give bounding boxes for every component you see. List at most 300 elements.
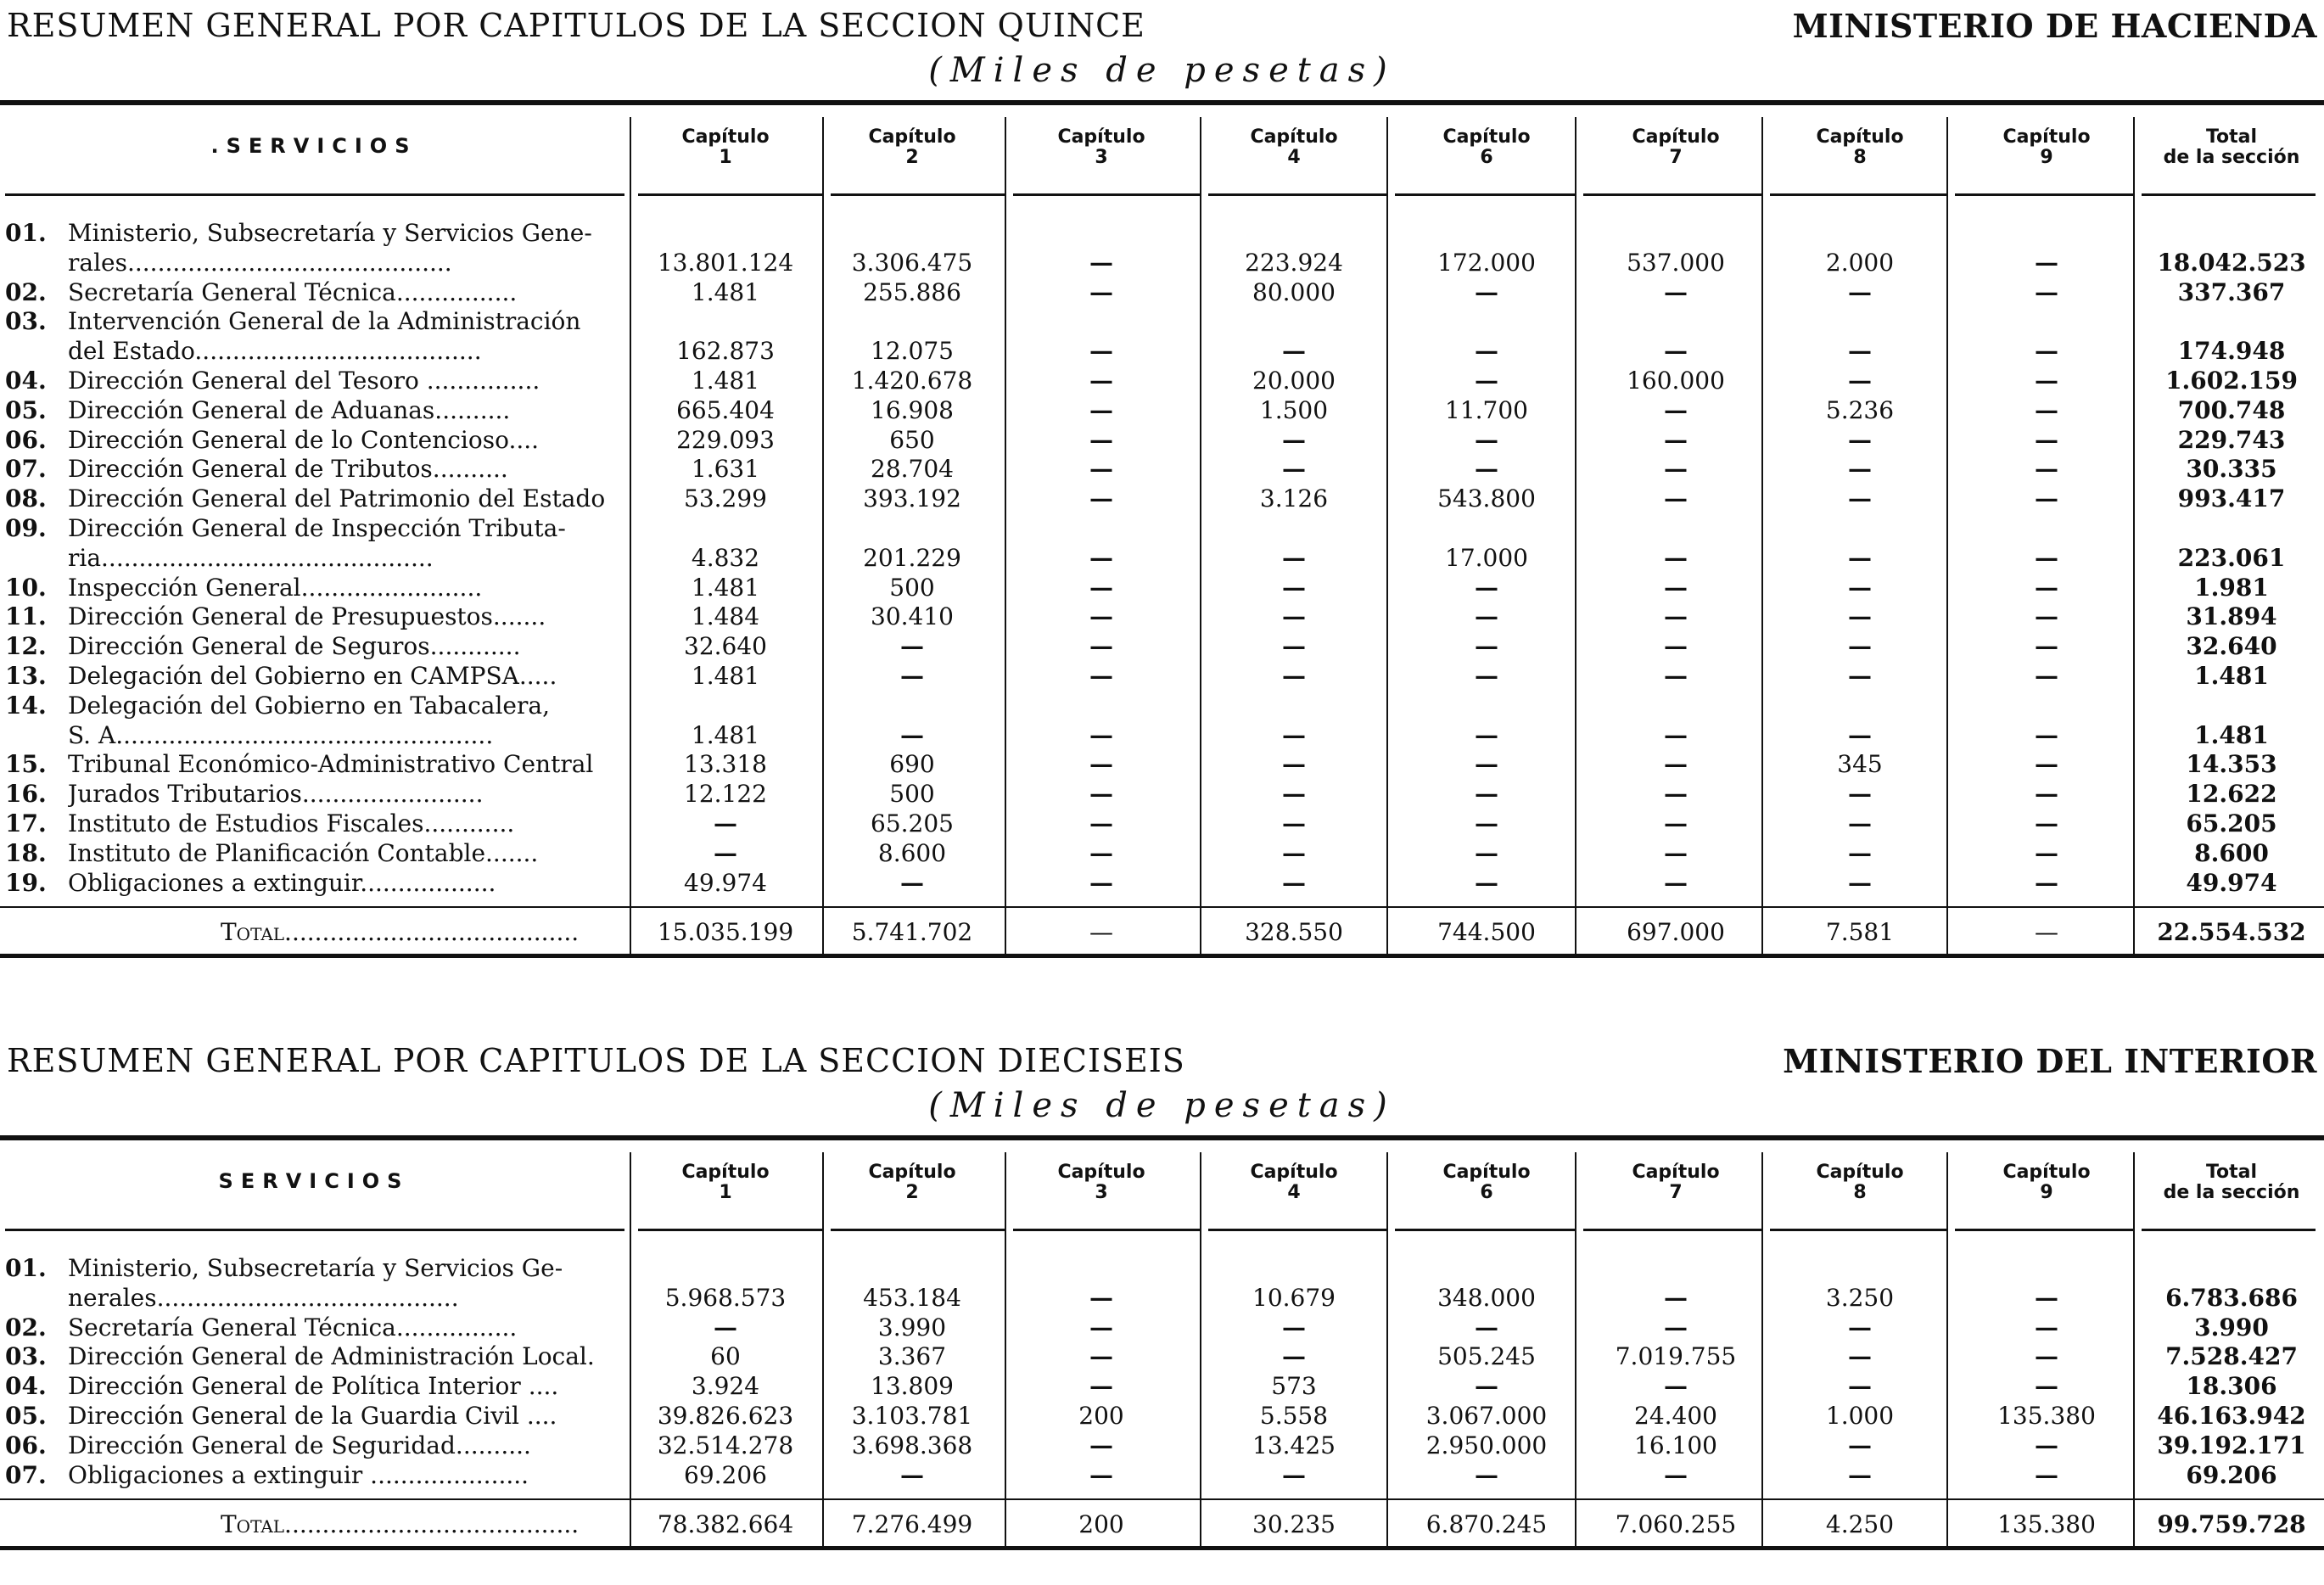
row-value: — [1282, 602, 1306, 631]
row-value: — [1848, 809, 1872, 837]
row-value: 7.019.755 [1615, 1342, 1737, 1371]
row-value: — [1089, 720, 1113, 749]
row-number: 01. [5, 219, 47, 247]
total-value: — [2035, 918, 2058, 947]
row-label: Dirección General de Seguridad.......... [68, 1431, 531, 1459]
row-value: — [1089, 337, 1113, 366]
column-separator [1200, 1152, 1201, 1549]
row-label: Secretaría General Técnica................ [68, 1313, 518, 1341]
table-row [0, 662, 2324, 692]
column-header-label: Total [2205, 1162, 2258, 1183]
row-value: — [2035, 720, 2058, 749]
row-value: — [1475, 662, 1498, 690]
row-value: 3.250 [1825, 1283, 1895, 1312]
table-row [0, 396, 2324, 426]
row-value: 53.299 [684, 484, 767, 513]
row-number: 07. [5, 1460, 47, 1489]
row-value: — [1848, 367, 1872, 395]
row-label: ria............................................ [68, 543, 434, 572]
row-number: 11. [5, 602, 47, 631]
row-value: — [2035, 395, 2058, 424]
row-value: 28.704 [871, 455, 954, 484]
row-value: 162.873 [676, 337, 775, 366]
row-value: — [1848, 1313, 1872, 1341]
column-header-label: Capítulo [1057, 126, 1145, 148]
row-value: 1.981 [2194, 573, 2269, 602]
header-underline [2142, 1229, 2316, 1231]
table-row [0, 1342, 2324, 1372]
column-header-label: Capítulo [1250, 1162, 1338, 1183]
row-value: — [1664, 425, 1688, 454]
column-header [1591, 1162, 1761, 1203]
header-underline [831, 1229, 1005, 1231]
row-value: 1.484 [691, 602, 760, 631]
table-row [0, 750, 2324, 780]
row-value: — [1089, 868, 1113, 897]
row-value: 6.783.686 [2165, 1283, 2298, 1312]
row-value: — [1475, 1313, 1498, 1341]
row-value: 39.826.623 [657, 1402, 794, 1430]
row-value: 500 [889, 780, 935, 809]
column-header-number: 1 [719, 147, 732, 168]
row-value: — [2035, 838, 2058, 867]
row-value: — [1089, 455, 1113, 484]
row-number: 01. [5, 1254, 47, 1282]
row-label: rales........................................... [68, 248, 452, 277]
row-number: 18. [5, 838, 47, 867]
row-value: — [900, 632, 924, 661]
row-label: Dirección General de Tributos.......... [68, 455, 508, 484]
row-value: 505.245 [1437, 1342, 1536, 1371]
column-header-number: 9 [2040, 1182, 2053, 1203]
servicios-header: .SERVICIOS [210, 134, 417, 158]
row-value: 13.801.124 [657, 248, 794, 277]
column-header [1775, 1162, 1945, 1203]
column-separator [1946, 1152, 1948, 1549]
row-value: — [1089, 1283, 1113, 1312]
row-number: 06. [5, 1431, 47, 1459]
row-value: — [1848, 1431, 1872, 1459]
column-separator [2133, 1152, 2135, 1549]
row-value: 1.481 [691, 573, 760, 602]
column-separator [1200, 117, 1201, 957]
column-separator [1946, 117, 1948, 957]
row-label: Delegación del Gobierno en Tabacalera, [68, 691, 550, 720]
total-value: 5.741.702 [851, 918, 973, 947]
column-header [1962, 127, 2131, 168]
column-header-number: 4 [1287, 1182, 1301, 1203]
row-value: — [1475, 780, 1498, 809]
row-value: — [1664, 868, 1688, 897]
row-value: — [2035, 809, 2058, 837]
row-value: — [1475, 455, 1498, 484]
row-value: — [1089, 662, 1113, 690]
row-number: 08. [5, 484, 47, 513]
row-value: — [1282, 750, 1306, 779]
total-value: 744.500 [1437, 918, 1536, 947]
row-number: 19. [5, 868, 47, 897]
section-title: RESUMEN GENERAL POR CAPITULOS DE LA SECCION DIECISEIS [7, 1042, 1185, 1079]
row-value: 1.631 [691, 455, 760, 484]
row-value: 223.924 [1245, 248, 1343, 277]
row-value: — [1848, 662, 1872, 690]
row-value: 39.192.171 [2157, 1431, 2306, 1459]
column-header [1402, 1162, 1571, 1203]
row-value: — [1848, 337, 1872, 366]
row-value: — [1089, 367, 1113, 395]
row-value: 13.809 [871, 1372, 954, 1401]
column-header-label: Capítulo [1442, 1162, 1531, 1183]
column-header-number: de la sección [2163, 147, 2300, 168]
row-value: — [900, 720, 924, 749]
row-value: — [2035, 573, 2058, 602]
column-header-label: Capítulo [868, 1162, 956, 1183]
row-value: — [1282, 662, 1306, 690]
row-value: 135.380 [1997, 1402, 2096, 1430]
row-value: — [1664, 573, 1688, 602]
row-value: 1.481 [2194, 720, 2269, 749]
row-value: 5.558 [1259, 1402, 1329, 1430]
row-value: — [714, 1313, 737, 1341]
column-header [1016, 1162, 1186, 1203]
row-number: 12. [5, 632, 47, 661]
row-label: Ministerio, Subsecretaría y Servicios Ge- [68, 1254, 563, 1282]
row-value: — [1475, 1460, 1498, 1489]
table-row [0, 809, 2324, 839]
row-number: 05. [5, 1402, 47, 1430]
units-caption: (Miles de pesetas) [928, 51, 1396, 90]
column-header-label: Capítulo [1816, 126, 1904, 148]
row-value: 17.000 [1445, 543, 1528, 572]
row-value: 172.000 [1437, 248, 1536, 277]
row-value: — [1848, 868, 1872, 897]
total-label: Total....................................... [221, 918, 580, 947]
column-header-number: de la sección [2163, 1182, 2300, 1203]
row-value: — [1089, 1342, 1113, 1371]
column-header-label: Capítulo [1816, 1162, 1904, 1183]
row-value: 30.335 [2186, 455, 2277, 484]
row-value: 12.622 [2186, 780, 2277, 809]
total-value: — [1089, 918, 1113, 947]
row-value: — [1475, 809, 1498, 837]
column-separator [1386, 117, 1388, 957]
row-value: — [2035, 750, 2058, 779]
header-underline [2142, 193, 2316, 196]
bottom-rule [0, 954, 2324, 958]
column-separator [2133, 117, 2135, 957]
row-value: 1.481 [2194, 662, 2269, 690]
header-underline [638, 193, 822, 196]
row-value: 69.206 [684, 1460, 767, 1489]
row-value: 13.425 [1252, 1431, 1336, 1459]
row-value: — [1848, 277, 1872, 306]
row-value: — [1664, 602, 1688, 631]
row-value: — [1282, 543, 1306, 572]
table-row [0, 1461, 2324, 1491]
total-value: 7.276.499 [851, 1510, 973, 1539]
row-label: Jurados Tributarios........................ [68, 780, 484, 809]
column-header [1402, 127, 1571, 168]
row-value: 3.367 [877, 1342, 947, 1371]
row-value: — [1848, 573, 1872, 602]
row-label: Obligaciones a extinguir.................. [68, 868, 496, 897]
row-value: — [1282, 720, 1306, 749]
row-value: — [1664, 1372, 1688, 1401]
units-caption: (Miles de pesetas) [928, 1086, 1396, 1125]
row-value: 24.400 [1634, 1402, 1717, 1430]
row-value: 345 [1837, 750, 1883, 779]
table-row [0, 869, 2324, 899]
row-number: 02. [5, 277, 47, 306]
row-value: 1.602.159 [2165, 367, 2298, 395]
row-number: 14. [5, 691, 47, 720]
row-value: — [1664, 662, 1688, 690]
row-number: 10. [5, 573, 47, 602]
row-value: — [1089, 809, 1113, 837]
table-row [0, 219, 2324, 278]
row-value: 7.528.427 [2165, 1342, 2298, 1371]
total-value: 99.759.728 [2157, 1510, 2306, 1539]
row-value: 12.122 [684, 780, 767, 809]
row-value: — [1664, 632, 1688, 661]
total-row [0, 1510, 2324, 1539]
row-value: 1.481 [691, 720, 760, 749]
row-value: — [1475, 425, 1498, 454]
table-section [0, 7, 2324, 957]
row-value: — [1089, 395, 1113, 424]
row-value: 32.514.278 [657, 1431, 794, 1459]
row-value: — [1664, 543, 1688, 572]
column-header-label: Capítulo [1250, 126, 1338, 148]
row-number: 03. [5, 307, 47, 336]
column-header-label: Capítulo [1632, 126, 1720, 148]
row-value: — [2035, 425, 2058, 454]
row-value: — [1089, 573, 1113, 602]
header-underline [831, 193, 1005, 196]
row-label: Instituto de Estudios Fiscales............ [68, 809, 515, 837]
column-header-label: Capítulo [1057, 1162, 1145, 1183]
row-value: — [2035, 632, 2058, 661]
row-value: 3.990 [877, 1313, 947, 1341]
row-label: Dirección General de Presupuestos....... [68, 602, 546, 631]
row-value: — [1282, 838, 1306, 867]
header-underline [1583, 1229, 1761, 1231]
header-underline [1013, 1229, 1200, 1231]
column-header-number: 2 [905, 1182, 919, 1203]
column-separator [822, 117, 824, 957]
row-value: — [1475, 750, 1498, 779]
column-header [1775, 127, 1945, 168]
header-underline [1208, 1229, 1386, 1231]
row-value: 16.100 [1634, 1431, 1717, 1459]
column-header [641, 1162, 810, 1203]
row-number: 15. [5, 750, 47, 779]
row-value: 1.420.678 [851, 367, 973, 395]
row-value: 3.306.475 [851, 248, 973, 277]
row-value: — [1475, 573, 1498, 602]
row-value: 348.000 [1437, 1283, 1536, 1312]
header-underline [1583, 193, 1761, 196]
row-value: — [1848, 425, 1872, 454]
row-value: — [1664, 1283, 1688, 1312]
row-label: Dirección General de Seguros............ [68, 632, 521, 661]
row-number: 03. [5, 1342, 47, 1371]
row-value: — [1664, 395, 1688, 424]
row-value: — [1848, 602, 1872, 631]
row-value: — [900, 868, 924, 897]
row-value: — [1664, 720, 1688, 749]
row-value: — [1848, 838, 1872, 867]
header-underline [1395, 1229, 1575, 1231]
row-value: 5.968.573 [664, 1283, 787, 1312]
row-value: — [1089, 1460, 1113, 1489]
row-value: 993.417 [2177, 484, 2286, 513]
row-value: — [1282, 868, 1306, 897]
row-value: 12.075 [871, 337, 954, 366]
row-value: 65.205 [2186, 809, 2277, 837]
row-value: — [1089, 277, 1113, 306]
table-row [0, 514, 2324, 574]
top-rule [0, 1135, 2324, 1140]
row-number: 06. [5, 425, 47, 454]
row-value: — [1089, 425, 1113, 454]
row-value: — [2035, 1342, 2058, 1371]
row-value: 223.061 [2177, 543, 2286, 572]
row-value: 1.481 [691, 277, 760, 306]
row-value: 255.886 [863, 277, 961, 306]
column-separator [1575, 117, 1576, 957]
row-value: 393.192 [863, 484, 961, 513]
row-value: — [1089, 602, 1113, 631]
row-value: 69.206 [2186, 1460, 2277, 1489]
row-value: — [714, 838, 737, 867]
total-label: Total....................................... [221, 1510, 580, 1539]
table-row [0, 692, 2324, 751]
row-value: — [1848, 1342, 1872, 1371]
header-underline [638, 1229, 822, 1231]
row-value: 8.600 [2194, 838, 2269, 867]
row-number: 04. [5, 367, 47, 395]
column-separator [1761, 117, 1763, 957]
column-header [1962, 1162, 2131, 1203]
table-row [0, 780, 2324, 809]
table-row [0, 484, 2324, 514]
total-value: 7.060.255 [1615, 1510, 1737, 1539]
row-value: — [1282, 337, 1306, 366]
row-value: 337.367 [2177, 277, 2286, 306]
column-header-number: 3 [1095, 147, 1108, 168]
row-value: — [2035, 868, 2058, 897]
column-separator [822, 1152, 824, 1549]
row-value: 13.318 [684, 750, 767, 779]
row-value: 229.093 [676, 425, 775, 454]
row-label: Dirección General de lo Contencioso.... [68, 425, 540, 454]
row-label: nerales........................................ [68, 1283, 459, 1312]
row-value: — [1664, 1460, 1688, 1489]
row-value: — [1282, 632, 1306, 661]
total-value: 328.550 [1245, 918, 1343, 947]
row-value: — [1475, 277, 1498, 306]
total-value: 22.554.532 [2157, 918, 2306, 947]
row-value: 20.000 [1252, 367, 1336, 395]
total-value: 7.581 [1825, 918, 1895, 947]
table-row [0, 839, 2324, 869]
total-rule [0, 1498, 2324, 1500]
table-row [0, 307, 2324, 367]
row-value: 500 [889, 573, 935, 602]
column-header-label: Capítulo [2002, 1162, 2091, 1183]
section-title: RESUMEN GENERAL POR CAPITULOS DE LA SECCION QUINCE [7, 7, 1145, 44]
row-value: 11.700 [1445, 395, 1528, 424]
header-underline [1395, 193, 1575, 196]
row-label: Tribunal Económico-Administrativo Central [68, 750, 594, 779]
total-value: 30.235 [1252, 1510, 1336, 1539]
column-header-number: 8 [1853, 147, 1867, 168]
column-header-number: 1 [719, 1182, 732, 1203]
table-row [0, 1313, 2324, 1343]
row-label: Dirección General de la Guardia Civil .... [68, 1402, 557, 1430]
column-header-number: 4 [1287, 147, 1301, 168]
row-value: — [1282, 780, 1306, 809]
row-value: 1.481 [691, 367, 760, 395]
row-value: 650 [889, 425, 935, 454]
total-value: 78.382.664 [657, 1510, 794, 1539]
ministry-name: MINISTERIO DE HACIENDA [1792, 7, 2317, 45]
row-value: — [2035, 367, 2058, 395]
table-row [0, 602, 2324, 632]
row-number: 05. [5, 395, 47, 424]
row-value: 18.042.523 [2157, 248, 2306, 277]
table-row [0, 367, 2324, 396]
row-value: — [1664, 455, 1688, 484]
column-separator [1005, 1152, 1006, 1549]
row-value: 46.163.942 [2157, 1402, 2306, 1430]
row-value: — [1475, 868, 1498, 897]
row-value: — [1089, 780, 1113, 809]
column-separator [1575, 1152, 1576, 1549]
row-value: — [1089, 750, 1113, 779]
row-value: — [1089, 484, 1113, 513]
table-row [0, 574, 2324, 603]
row-value: — [1664, 1313, 1688, 1341]
row-value: — [1848, 1372, 1872, 1401]
row-label: Instituto de Planificación Contable....... [68, 838, 539, 867]
row-label: Dirección General de Inspección Tributa- [68, 514, 566, 542]
row-value: — [1089, 543, 1113, 572]
top-rule [0, 100, 2324, 105]
row-label: Delegación del Gobierno en CAMPSA..... [68, 662, 557, 690]
row-value: 18.306 [2186, 1372, 2277, 1401]
row-value: 3.103.781 [851, 1402, 973, 1430]
column-header-label: Capítulo [681, 126, 770, 148]
column-header [641, 127, 810, 168]
row-value: — [1282, 573, 1306, 602]
column-header-label: Capítulo [1632, 1162, 1720, 1183]
total-row [0, 918, 2324, 947]
row-value: — [1848, 632, 1872, 661]
table-row [0, 278, 2324, 308]
row-value: 2.000 [1825, 248, 1895, 277]
row-value: 49.974 [2186, 868, 2277, 897]
row-value: — [714, 809, 737, 837]
row-value: — [2035, 1431, 2058, 1459]
row-value: 10.679 [1252, 1283, 1336, 1312]
row-value: — [1089, 1313, 1113, 1341]
column-header-label: Total [2205, 126, 2258, 148]
row-value: — [2035, 484, 2058, 513]
row-value: 1.000 [1825, 1402, 1895, 1430]
total-value: 200 [1078, 1510, 1124, 1539]
